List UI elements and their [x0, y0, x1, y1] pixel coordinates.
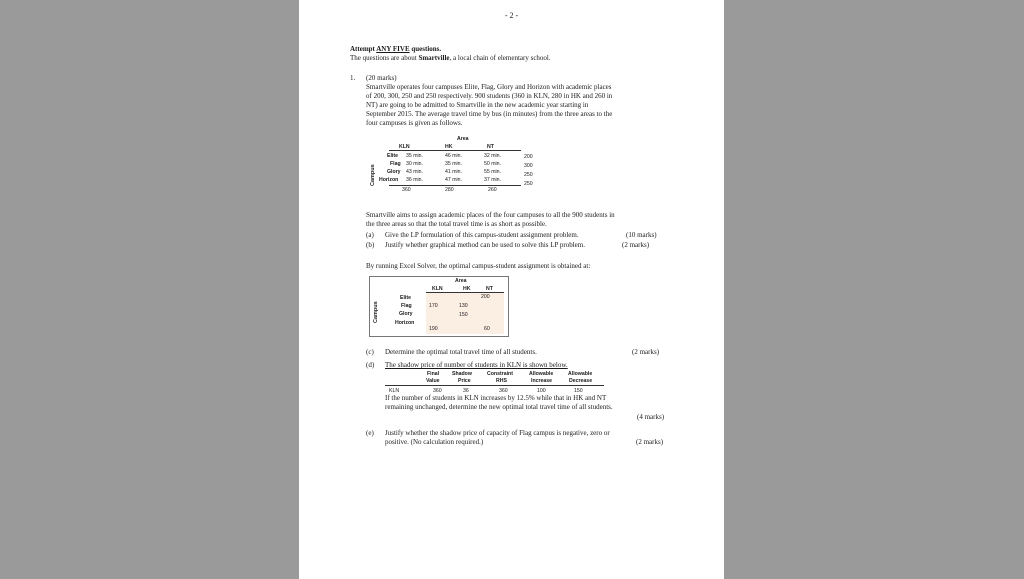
- aim-line-1: Smartville aims to assign academic places of the four campuses to all the 900 students in: [366, 211, 615, 219]
- cell: 36 min.: [406, 177, 424, 183]
- cell: 43 min.: [406, 169, 424, 175]
- row-flag: Flag: [390, 161, 401, 167]
- sp-header: Allowable: [568, 371, 593, 377]
- part-e-text-1: Justify whether the shadow price of capacity of Flag campus is negative, zero or: [385, 429, 610, 437]
- para-line-2: of 200, 300, 250 and 250 respectively. 900 students (360 in KLN, 280 in HK and 260 in: [366, 92, 613, 100]
- part-b-marks: (2 marks): [622, 241, 650, 249]
- part-e-label: (e): [366, 429, 374, 437]
- instruction-prefix: Attempt: [350, 45, 377, 53]
- sp-header: Value: [426, 378, 440, 384]
- cell: 37 min.: [484, 177, 502, 183]
- sol-cell: 170: [429, 303, 438, 309]
- part-e-text-2: positive. (No calculation required.): [385, 438, 484, 446]
- instruction-emphasis: ANY FIVE: [376, 45, 410, 53]
- solution-area-label: Area: [455, 278, 467, 284]
- sp-header: Decrease: [569, 378, 593, 384]
- capacity: 200: [524, 154, 533, 160]
- cell: 35 min.: [406, 153, 424, 159]
- part-a-marks: (10 marks): [626, 231, 657, 239]
- cell: 47 min.: [445, 177, 463, 183]
- sp-header: Price: [458, 378, 471, 384]
- sol-row-glory: Glory: [399, 311, 413, 317]
- question-number: 1.: [350, 74, 356, 82]
- sp-header: Increase: [531, 378, 553, 384]
- sp-header: Final: [427, 371, 440, 377]
- sp-header: RHS: [496, 378, 507, 384]
- sp-header: Allowable: [529, 371, 554, 377]
- instruction-context: [350, 54, 551, 63]
- context-text-end: , a local chain of elementary school.: [449, 54, 551, 62]
- part-c-label: (c): [366, 348, 374, 356]
- part-b-label: (b): [366, 241, 375, 249]
- sol-col-hk: HK: [463, 286, 471, 292]
- row-elite: Elite: [387, 153, 398, 159]
- cell: 50 min.: [484, 161, 502, 167]
- cell: 30 min.: [406, 161, 424, 167]
- col-header-kln: KLN: [399, 144, 410, 150]
- solution-campus-label: Campus: [373, 301, 379, 323]
- solution-table: [369, 276, 509, 337]
- cell: 35 min.: [445, 161, 463, 167]
- sol-row-elite: Elite: [400, 295, 411, 301]
- sp-cell: 360: [433, 388, 442, 394]
- context-text: The questions are about: [350, 54, 419, 62]
- sp-cell: KLN: [389, 388, 400, 394]
- instruction-suffix: questions.: [409, 45, 442, 53]
- part-e-marks: (2 marks): [636, 438, 664, 446]
- sol-row-horizon: Horizon: [395, 320, 415, 326]
- travel-time-table: [369, 136, 559, 202]
- sol-col-kln: KLN: [432, 286, 443, 292]
- part-b-text: Justify whether graphical method can be used to solve this LP problem.: [385, 241, 585, 249]
- part-d-marks: (4 marks): [637, 413, 665, 421]
- instruction-line: [350, 45, 441, 54]
- sol-col-nt: NT: [486, 286, 493, 292]
- capacity: 250: [524, 172, 533, 178]
- capacity: 250: [524, 181, 533, 187]
- part-d-after-1: If the number of students in KLN increases by 12.5% while that in HK and NT: [385, 394, 607, 402]
- sp-cell: 360: [499, 388, 508, 394]
- cell: 32 min.: [484, 153, 502, 159]
- context-school: Smartville: [418, 54, 450, 62]
- para-line-4: September 2015. The average travel time by bus (in minutes) from the three areas to the: [366, 110, 613, 118]
- sol-cell: 60: [484, 326, 490, 332]
- travel-campus-label: Campus: [370, 164, 376, 186]
- cell: 41 min.: [445, 169, 463, 175]
- para-line-5: four campuses is given as follows.: [366, 119, 463, 127]
- sp-header: Constraint: [487, 371, 513, 377]
- total-kln: 360: [402, 187, 411, 193]
- part-d-after-2: remaining unchanged, determine the new optimal total travel time of all students.: [385, 403, 613, 411]
- part-c-marks: (2 marks): [632, 348, 660, 356]
- part-a-label: (a): [366, 231, 374, 239]
- total-hk: 280: [445, 187, 454, 193]
- sp-cell: 100: [537, 388, 546, 394]
- total-nt: 260: [488, 187, 497, 193]
- sol-cell: 130: [459, 303, 468, 309]
- cell: 55 min.: [484, 169, 502, 175]
- cell: 46 min.: [445, 153, 463, 159]
- travel-area-label: Area: [457, 136, 469, 142]
- sol-cell: 190: [429, 326, 438, 332]
- sol-cell: 150: [459, 312, 468, 318]
- col-header-nt: NT: [487, 144, 494, 150]
- para-line-3: NT) are going to be admitted to Smartville in the new academic year starting in: [366, 101, 589, 109]
- part-c-text: Determine the optimal total travel time of all students.: [385, 348, 537, 356]
- sol-row-flag: Flag: [401, 303, 412, 309]
- sp-cell: 150: [574, 388, 583, 394]
- capacity: 300: [524, 163, 533, 169]
- para-line-1: Smartville operates four campuses Elite, Flag, Glory and Horizon with academic places: [366, 83, 612, 91]
- exam-page: [299, 0, 724, 579]
- page-number: - 2 -: [504, 11, 519, 20]
- row-horizon: Horizon: [379, 177, 399, 183]
- sp-header: Shadow: [452, 371, 472, 377]
- row-glory: Glory: [387, 169, 401, 175]
- part-d-label: (d): [366, 361, 375, 369]
- part-a-text: Give the LP formulation of this campus-student assignment problem.: [385, 231, 579, 239]
- solver-line: By running Excel Solver, the optimal campus-student assignment is obtained at:: [366, 262, 591, 270]
- aim-line-2: the three areas so that the total travel time is as short as possible.: [366, 220, 547, 228]
- sp-cell: 36: [463, 388, 469, 394]
- col-header-hk: HK: [445, 144, 453, 150]
- question-marks: (20 marks): [366, 74, 397, 82]
- sol-cell: 200: [481, 294, 490, 300]
- part-d-text: The shadow price of number of students in KLN is shown below.: [385, 361, 568, 369]
